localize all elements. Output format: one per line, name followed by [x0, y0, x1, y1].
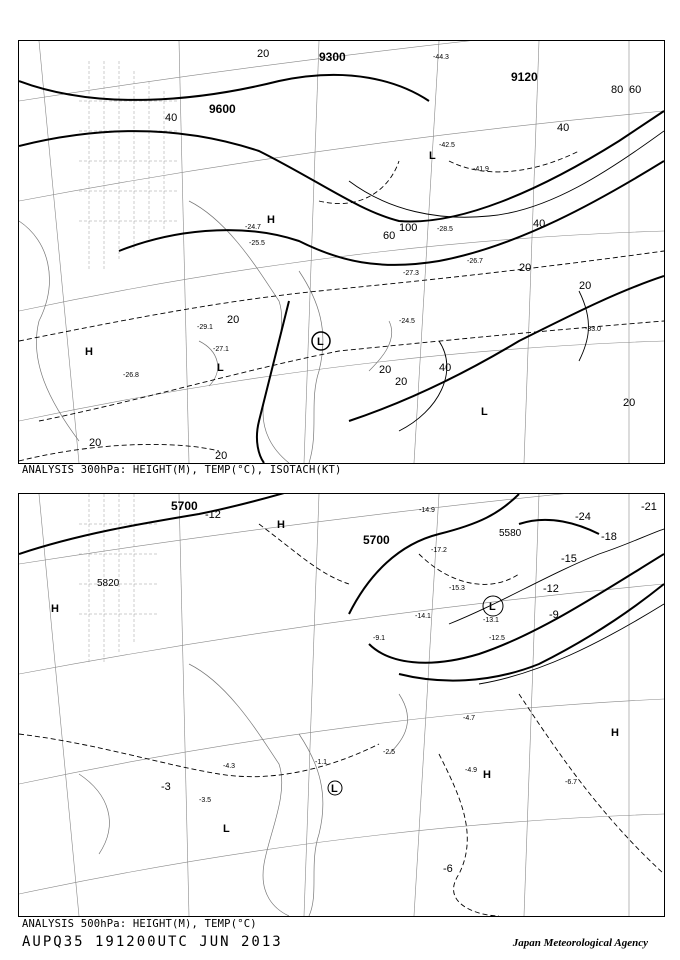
top-temperature-samples [123, 54, 601, 379]
coastlines [19, 201, 392, 463]
pressure-center-low: L [217, 362, 224, 374]
pressure-center-low: L [481, 406, 488, 418]
isotherm-label: -24 [575, 511, 591, 523]
isotach-label: 20 [215, 450, 228, 462]
temp-sample: -41.9 [473, 166, 489, 173]
temp-sample: -3.5 [199, 797, 212, 804]
height-label: 9120 [511, 70, 538, 84]
height-label: 9300 [319, 50, 346, 64]
height-label: 9600 [209, 102, 236, 116]
isotach-label: 40 [533, 218, 546, 230]
temp-sample: -42.5 [439, 142, 455, 149]
isotherm-label: -12 [543, 583, 559, 595]
isotach-label: 20 [227, 314, 240, 326]
temp-sample: -44.3 [433, 54, 449, 61]
temp-sample: -27.1 [213, 346, 229, 353]
pressure-center-low: L [317, 336, 324, 348]
temp-sample: -29.1 [197, 324, 213, 331]
top-labels [85, 48, 641, 462]
pressure-center-high: H [51, 603, 59, 615]
temp-sample: -28.5 [437, 226, 453, 233]
isotach-label: 20 [257, 48, 270, 60]
bulletin-code: AUPQ35 191200UTC JUN 2013 [22, 934, 283, 950]
isotach-label: 60 [383, 230, 396, 242]
temp-sample: -25.5 [249, 240, 265, 247]
temp-sample: -9.1 [373, 635, 386, 642]
isotherm-label: -18 [601, 531, 617, 543]
pressure-center-high: H [277, 519, 285, 531]
agency-name: Japan Meteorological Agency [512, 937, 648, 949]
pressure-center-low: L [489, 601, 496, 613]
temp-sample: -2.5 [383, 749, 396, 756]
pressure-center-low: L [331, 783, 338, 795]
temp-sample: -12.5 [489, 635, 505, 642]
height-label: 5820 [97, 578, 120, 589]
temp-sample: -4.3 [223, 763, 236, 770]
pressure-center-low: L [429, 150, 436, 162]
isotherm-label: -3 [161, 781, 171, 793]
caption-300hpa: ANALYSIS 300hPa: HEIGHT(M), TEMP(°C), ISOTACH(KT) [22, 464, 342, 476]
isotach-label: 80 [611, 84, 624, 96]
isotach-label: 20 [395, 376, 408, 388]
temp-sample: -13.1 [483, 617, 499, 624]
temp-sample: -14.1 [415, 613, 431, 620]
temp-sample: -27.3 [403, 270, 419, 277]
temp-sample: -6.7 [565, 779, 578, 786]
map-500hpa-svg [19, 494, 664, 916]
temp-sample: -26.7 [467, 258, 483, 265]
pressure-center-high: H [611, 727, 619, 739]
temp-sample: -15.3 [449, 585, 465, 592]
height-label: 5700 [363, 533, 390, 547]
pressure-center-high: H [267, 214, 275, 226]
graticule [19, 41, 664, 463]
isotach-label: 100 [399, 222, 418, 234]
isotach-label: 20 [623, 397, 636, 409]
pressure-center-high: H [85, 346, 93, 358]
isotherm-label: -6 [443, 863, 453, 875]
isotach-label: 40 [557, 122, 570, 134]
shaded-region [79, 61, 179, 271]
temp-sample: -26.8 [123, 372, 139, 379]
height-label: 5700 [171, 499, 198, 513]
pressure-center-low: L [223, 823, 230, 835]
coastlines [79, 664, 408, 916]
analysis-300hpa-map [18, 40, 665, 464]
temp-sample: -24.7 [245, 224, 261, 231]
isotach-label: 20 [379, 364, 392, 376]
height-label: 5580 [499, 528, 522, 539]
isotach-label: 20 [519, 262, 532, 274]
isotach-contours [19, 151, 664, 461]
isotach-label: 20 [579, 280, 592, 292]
isotherm-label: -21 [641, 501, 657, 513]
pressure-center-high: H [483, 769, 491, 781]
caption-500hpa: ANALYSIS 500hPa: HEIGHT(M), TEMP(°C) [22, 918, 257, 930]
isotach-label: 40 [439, 362, 452, 374]
isotach-label: 20 [89, 437, 102, 449]
temp-sample: -14.9 [419, 507, 435, 514]
temp-sample: -24.5 [399, 318, 415, 325]
isotherm-solid [449, 529, 664, 684]
isotherm-label: -12 [205, 509, 221, 521]
isotherm-label: -15 [561, 553, 577, 565]
isotherm-label: -9 [549, 609, 559, 621]
isotach-label: 40 [165, 112, 178, 124]
temp-sample: -4.9 [465, 767, 478, 774]
temp-sample: -4.7 [463, 715, 476, 722]
temp-sample: -33.0 [585, 326, 601, 333]
analysis-500hpa-map [18, 493, 665, 917]
isotach-label: 60 [629, 84, 642, 96]
temp-sample: -1.1 [315, 759, 328, 766]
map-300hpa-svg [19, 41, 664, 463]
temp-sample: -17.2 [431, 547, 447, 554]
